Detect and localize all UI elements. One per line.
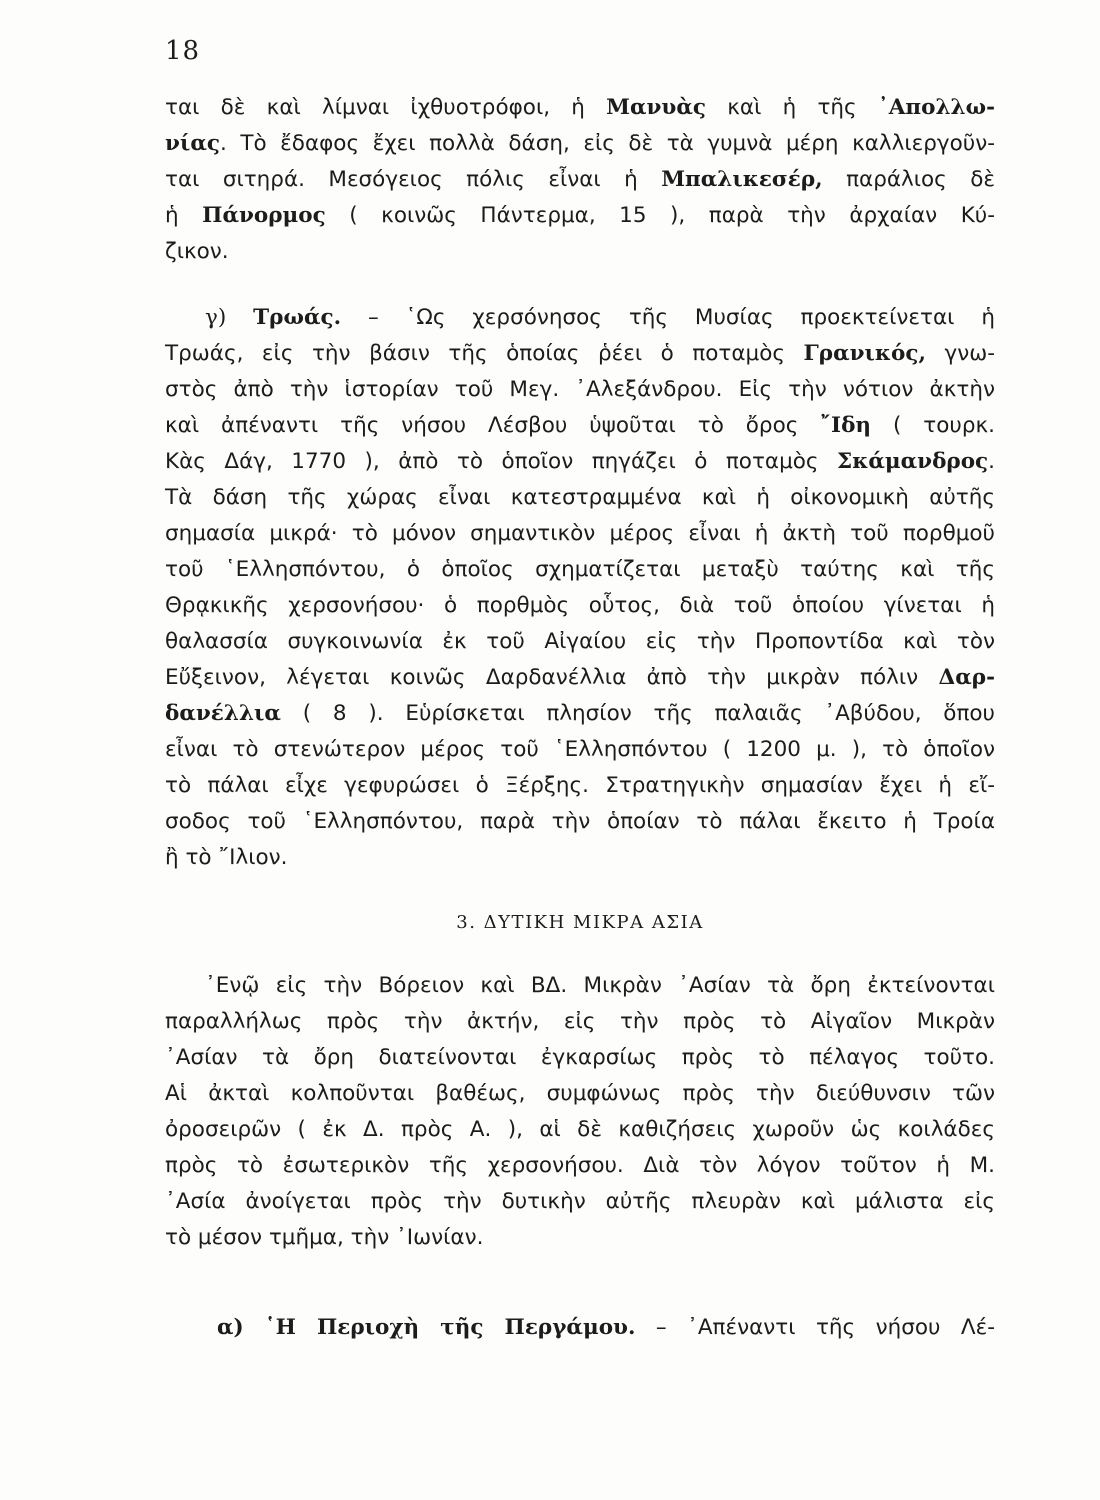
- paragraph-western-asia-minor: [165, 968, 995, 1256]
- text-line: [165, 660, 995, 696]
- text-line: [165, 1148, 995, 1184]
- text-run: Εὔξεινον, λέγεται κοινῶς Δαρδανέλλια ἀπὸ τὴν μικρὰν πόλιν: [165, 665, 939, 690]
- text-run: . Τὸ ἔδαφος ἔχει πολλὰ δάση, εἰς δὲ τὰ γυμνὰ μέρη καλλιεργοῦν-: [219, 131, 995, 156]
- text-line: [165, 588, 995, 624]
- text-line: [165, 90, 995, 126]
- text-run: ( 8 ). Εὑρίσκεται πλησίον τῆς παλαιᾶς ᾿Αβύδου, ὅπου: [280, 701, 995, 726]
- text-run: τὸ πάλαι εἶχε γεφυρώσει ὁ Ξέρξης. Στρατηγικὴν σημασίαν ἔχει ἡ εἴ-: [165, 773, 995, 798]
- text-run: καὶ ἀπέναντι τῆς νήσου Λέσβου ὑψοῦται τὸ ὄρος: [165, 413, 821, 438]
- text-line: [165, 408, 995, 444]
- text-line: [165, 1184, 995, 1220]
- text-line: [165, 162, 995, 198]
- text-run: – ᾿Απέναντι τῆς νήσου Λέ-: [635, 1315, 995, 1340]
- text-line: [165, 126, 995, 162]
- text-run: ὀροσειρῶν ( ἐκ Δ. πρὸς Α. ), αἱ δὲ καθιζήσεις χωροῦν ὡς κοιλάδες: [165, 1117, 995, 1142]
- text-run: ( κοινῶς Πάντερμα, 15 ), παρὰ τὴν ἀρχαίαν Κύ-: [325, 203, 996, 228]
- paragraph-apollonia: [165, 90, 995, 270]
- text-line: [165, 198, 995, 234]
- text-line: [165, 624, 995, 660]
- text-line: [165, 968, 995, 1004]
- text-run: ( τουρκ.: [871, 413, 995, 438]
- text-run: σημασία μικρά· τὸ μόνον σημαντικὸν μέρος εἶναι ἡ ἀκτὴ τοῦ πορθμοῦ: [165, 521, 995, 546]
- text-run: σοδος τοῦ ῾Ελλησπόντου, παρὰ τὴν ὁποίαν τὸ πάλαι ἔκειτο ἡ Τροία: [165, 809, 995, 834]
- text-line: [165, 1076, 995, 1112]
- text-line: [165, 480, 995, 516]
- text-run: Τὰ δάση τῆς χώρας εἶναι κατεστραμμένα καὶ ἡ οἰκονομικὴ αὐτῆς: [165, 485, 995, 510]
- bold-term: Δαρ-: [938, 665, 995, 690]
- text-line: [165, 300, 995, 336]
- section-heading: 3. ΔΥΤΙΚΗ ΜΙΚΡΑ ΑΣΙΑ: [456, 912, 704, 933]
- text-run: τὸ μέσον τμῆμα, τὴν ᾿Ιωνίαν.: [165, 1225, 484, 1250]
- text-run: – ῾Ως χερσόνησος τῆς Μυσίας προεκτείνεται ἡ: [341, 305, 995, 330]
- text-run: στὸς ἀπὸ τὴν ἱστορίαν τοῦ Μεγ. ᾿Αλεξάνδρου. Εἰς τὴν νότιον ἀκτὴν: [165, 377, 995, 402]
- text-line: [165, 1220, 995, 1256]
- text-run: θαλασσία συγκοινωνία ἐκ τοῦ Αἰγαίου εἰς τὴν Προποντίδα καὶ τὸν: [165, 629, 995, 654]
- bold-term: νίας: [165, 131, 220, 156]
- bold-term: δανέλλια: [165, 701, 281, 726]
- text-run: Θρᾳκικῆς χερσονήσου· ὁ πορθμὸς οὗτος, διὰ τοῦ ὁποίου γίνεται ἡ: [165, 593, 995, 618]
- bold-term: Μανυὰς: [606, 95, 706, 120]
- text-line: [165, 1310, 995, 1346]
- text-line: [165, 372, 995, 408]
- text-line: [165, 516, 995, 552]
- bold-term: Γρανικός,: [803, 341, 926, 366]
- text-run: Κὰς Δάγ, 1770 ), ἀπὸ τὸ ὁποῖον πηγάζει ὁ ποταμὸς: [165, 449, 838, 474]
- text-run: παράλιος δὲ: [822, 167, 995, 192]
- text-run: ᾿Ενῷ εἰς τὴν Βόρειον καὶ ΒΔ. Μικρὰν ᾿Ασίαν τὰ ὄρη ἐκτείνονται: [205, 973, 995, 998]
- text-line: [165, 1004, 995, 1040]
- text-line: [165, 804, 995, 840]
- bold-term: ᾿Απολλω-: [877, 95, 995, 120]
- paragraph-troas: [165, 300, 995, 876]
- text-run: ἢ τὸ ῎Ιλιον.: [165, 845, 288, 870]
- text-run: .: [988, 449, 995, 474]
- paragraph-pergamon: [165, 1310, 995, 1346]
- text-line: [165, 336, 995, 372]
- subsection-title: α) ῾Η Περιοχὴ τῆς Περγάμου.: [217, 1315, 636, 1340]
- bold-term: Μπαλικεσέρ,: [661, 167, 823, 192]
- text-run: ται σιτηρά. Μεσόγειος πόλις εἶναι ἡ: [165, 167, 662, 192]
- text-run: πρὸς τὸ ἐσωτερικὸν τῆς χερσονήσου. Διὰ τὸν λόγον τοῦτον ἡ Μ.: [165, 1153, 995, 1178]
- text-run: ᾿Ασίαν τὰ ὄρη διατείνονται ἐγκαρσίως πρὸς τὸ πέλαγος τοῦτο.: [165, 1045, 995, 1070]
- text-line: [165, 732, 995, 768]
- text-run: ᾿Ασία ἀνοίγεται πρὸς τὴν δυτικὴν αὐτῆς πλευρὰν καὶ μάλιστα εἰς: [165, 1189, 995, 1214]
- text-run: Τρωάς, εἰς τὴν βάσιν τῆς ὁποίας ῥέει ὁ ποταμὸς: [165, 341, 804, 366]
- text-line: [165, 1112, 995, 1148]
- bold-term: Τρωάς.: [253, 305, 342, 330]
- text-run: παραλλήλως πρὸς τὴν ἀκτήν, εἰς τὴν πρὸς τὸ Αἰγαῖον Μικρὰν: [165, 1009, 995, 1034]
- text-run: εἶναι τὸ στενώτερον μέρος τοῦ ῾Ελλησπόντου ( 1200 μ. ), τὸ ὁποῖον: [165, 737, 995, 762]
- text-line: [165, 444, 995, 480]
- text-line: [165, 552, 995, 588]
- text-run: γνω-: [925, 341, 995, 366]
- text-run: ἡ: [165, 203, 203, 228]
- text-line: [165, 696, 995, 732]
- page-number: 18: [165, 36, 201, 66]
- text-line: [165, 768, 995, 804]
- bold-term: Σκάμανδρος: [837, 449, 989, 474]
- bold-term: ῎Ιδη: [820, 413, 872, 438]
- text-run: καὶ ἡ τῆς: [706, 95, 878, 120]
- text-run: ζικον.: [165, 239, 229, 264]
- section-letter: γ): [205, 305, 254, 330]
- text-line: [165, 1040, 995, 1076]
- text-run: ται δὲ καὶ λίμναι ἰχθυοτρόφοι, ἡ: [165, 95, 607, 120]
- bold-term: Πάνορμος: [202, 203, 326, 228]
- text-run: τοῦ ῾Ελλησπόντου, ὁ ὁποῖος σχηματίζεται μεταξὺ ταύτης καὶ τῆς: [165, 557, 995, 582]
- text-line: [165, 234, 995, 270]
- text-run: Αἱ ἀκταὶ κολποῦνται βαθέως, συμφώνως πρὸς τὴν διεύθυνσιν τῶν: [165, 1081, 995, 1106]
- text-line: [165, 840, 995, 876]
